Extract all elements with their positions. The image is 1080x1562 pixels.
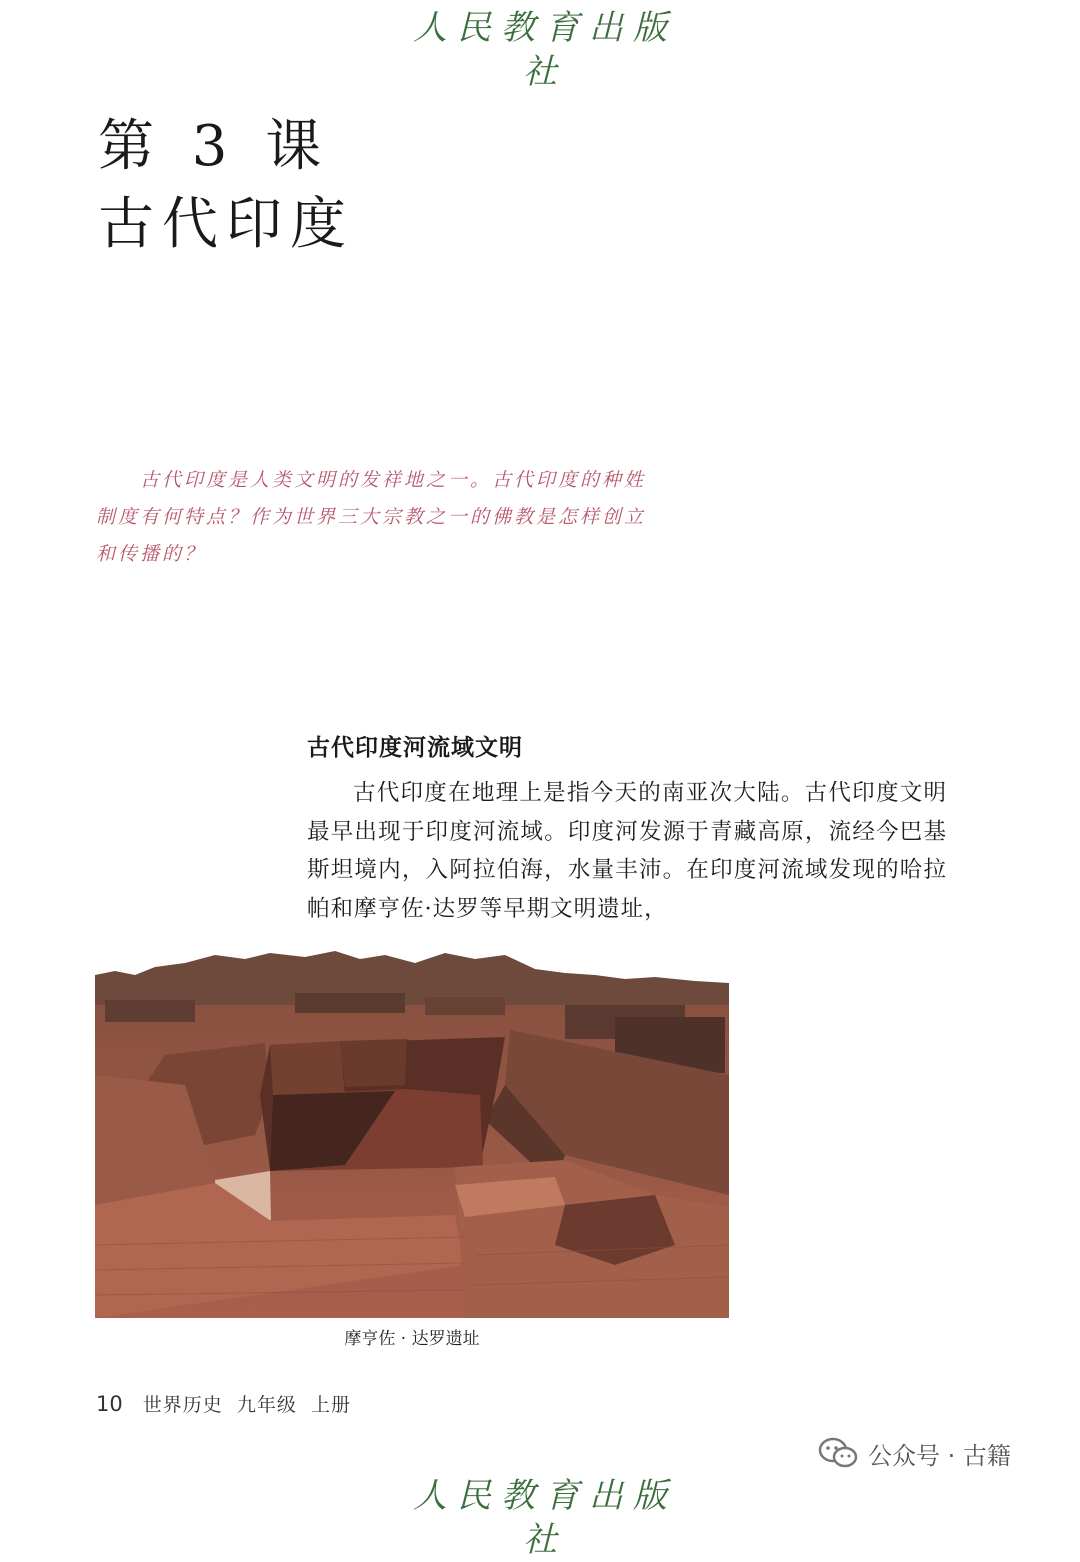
photo-caption: 摩亨佐 · 达罗遗址 (344, 1329, 480, 1349)
publisher-logo-top: 人民教育出版社 (413, 8, 677, 92)
wechat-icon (818, 1436, 858, 1470)
publisher-logo-bottom: 人民教育出版社 (413, 1476, 677, 1560)
lesson-number: 第 3 课 (98, 114, 332, 179)
wechat-watermark (818, 1428, 1011, 1478)
section-heading: 古代印度河流域文明 (307, 735, 523, 761)
lesson-intro: 古代印度是人类文明的发祥地之一。古代印度的种姓制度有何特点？作为世界三大宗教之一的佛教是怎样创立和传播的？ (96, 469, 647, 565)
page-number: 10 (96, 1392, 123, 1416)
book-title: 世界历史 九年级 上册 (142, 1394, 351, 1416)
watermark-text: 公众号 · 古籍 (868, 1441, 1011, 1470)
page-footer (96, 1390, 351, 1419)
section-paragraph: 古代印度在地理上是指今天的南亚次大陆。古代印度文明最早出现于印度河流域。印度河发源于青藏高原，流经今巴基斯坦境内，入阿拉伯海，水量丰沛。在印度河流域发现的哈拉帕和摩亨佐·达罗等早期文明遗址， (307, 780, 947, 922)
mohenjo-daro-photo (95, 945, 729, 1318)
lesson-title: 古代印度 (98, 192, 354, 257)
